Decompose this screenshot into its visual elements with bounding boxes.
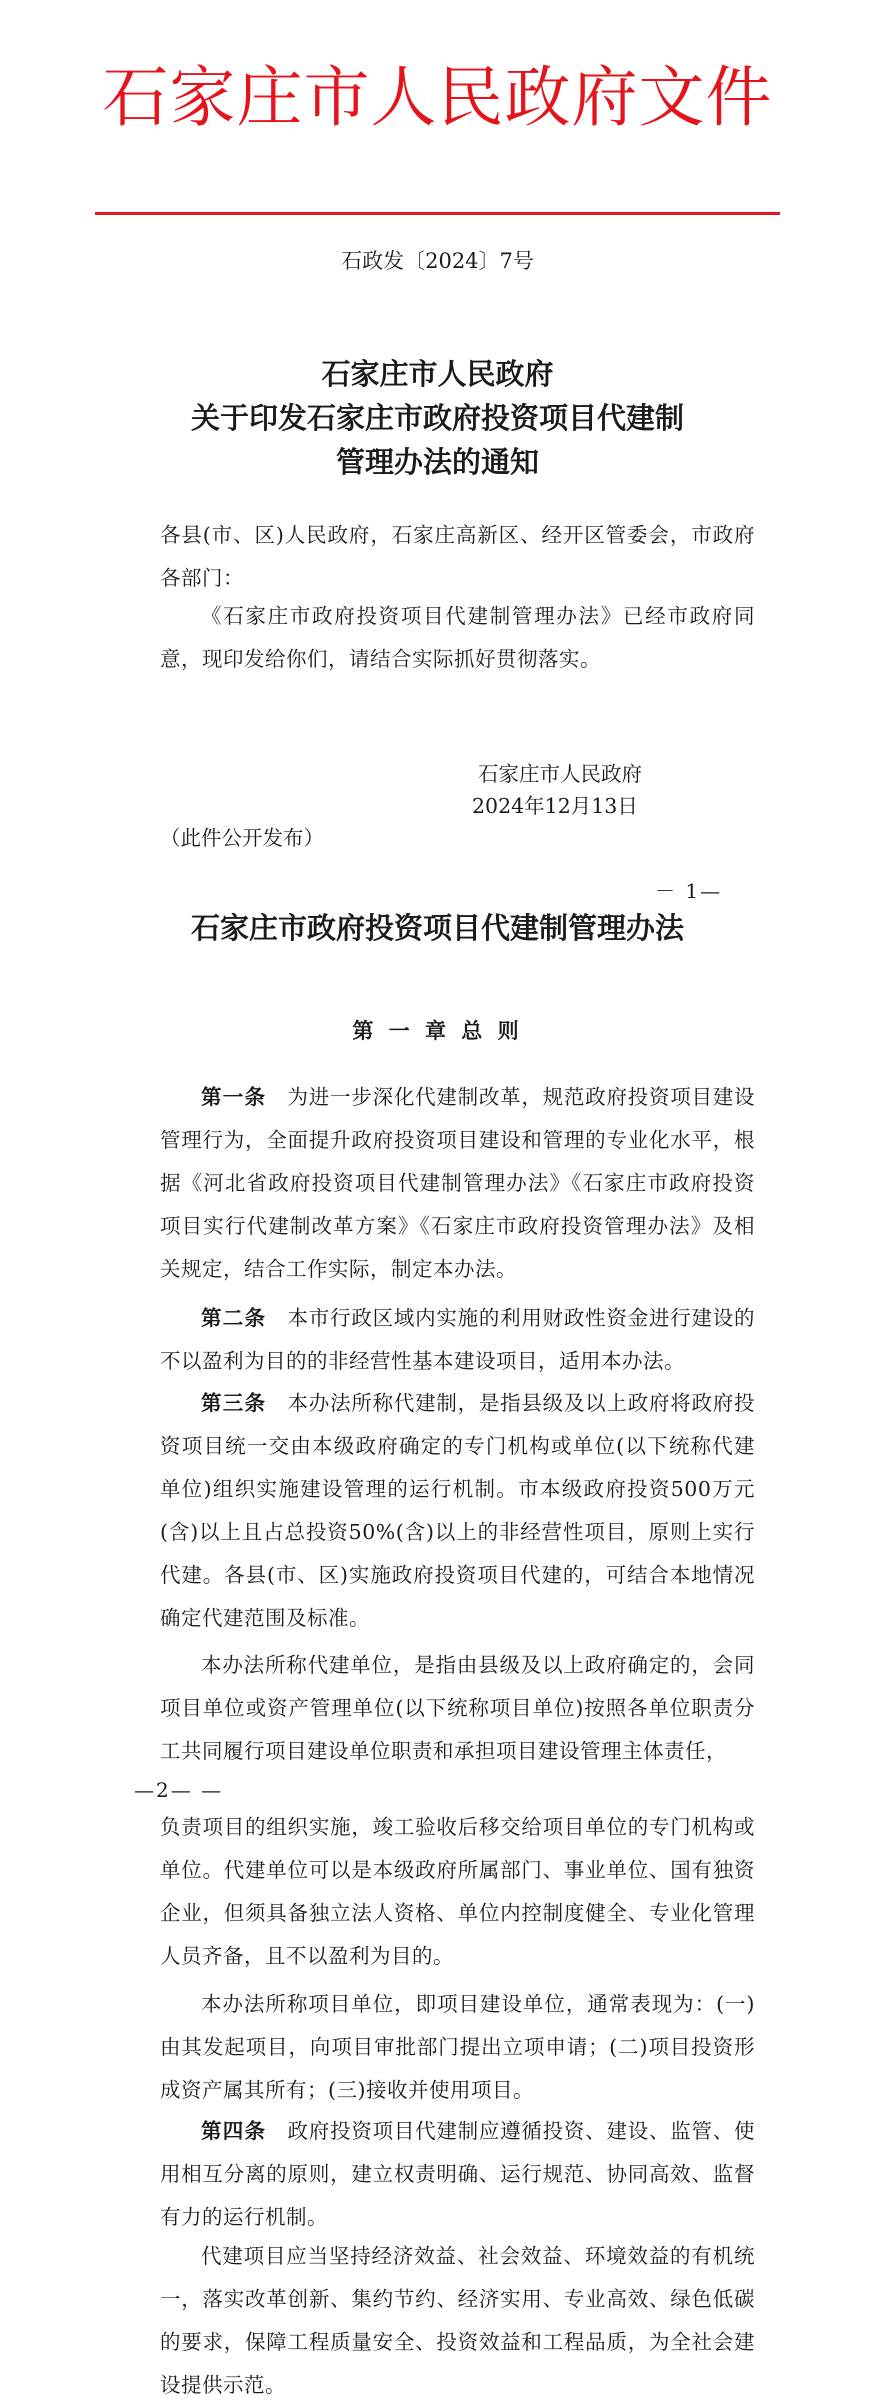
chapter-1-title: 第 一 章 总 则 — [352, 1018, 523, 1043]
article-1 — [160, 1076, 755, 1291]
red-header-rule — [95, 212, 780, 215]
article-4-label: 第四条 — [201, 2119, 267, 2143]
article-3-label: 第三条 — [201, 1391, 267, 1415]
notice-addressee: 各县(市、区)人民政府，石家庄高新区、经开区管委会，市政府各部门： — [160, 523, 755, 590]
issuer-header: 石家庄市人民政府文件 — [102, 59, 773, 136]
agent-projects-paragraph: 代建项目应当坚持经济效益、社会效益、环境效益的有机统一，落实改革创新、集约节约、经济实用、专业高效、绿色低碳的要求，保障工程质量安全、投资效益和工程品质，为全社会建设提供示范。 — [160, 2244, 755, 2397]
notice-title-line-2: 关于印发石家庄市政府投资项目代建制 — [190, 401, 684, 435]
notice-date: 2024年12月13日 — [472, 794, 638, 818]
notice-signature: 石家庄市人民政府 — [478, 762, 642, 786]
article-2-label: 第二条 — [201, 1306, 267, 1330]
notice-title — [0, 352, 875, 484]
article-4-text: 政府投资项目代建制应遵循投资、建设、监管、使用相互分离的原则，建立权责明确、运行规范、协同高效、监督有力的运行机制。 — [160, 2119, 756, 2229]
article-3-text: 本办法所称代建制，是指县级及以上政府将政府投资项目统一交由本级政府确定的专门机构或单位(以下统称代建单位)组织实施建设管理的运行机制。市本级政府投资500万元(含)以上且占总投资50%(含)以上的非经营性项目，原则上实行代建。各县(市、区)实施政府投资项目代建的，可结合本地情况确定代建范围及标准。 — [160, 1391, 756, 1630]
project-unit-paragraph: 本办法所称项目单位，即项目建设单位，通常表现为：(一)由其发起项目，向项目审批部门提出立项申请；(二)项目投资形成资产属其所有；(三)接收并使用项目。 — [160, 1992, 755, 2102]
publish-note: （此件公开发布） — [160, 826, 324, 850]
notice-body: 《石家庄市政府投资项目代建制管理办法》已经市政府同意，现印发给你们，请结合实际抓好贯彻落实。 — [160, 604, 755, 671]
article-1-text: 为进一步深化代建制改革，规范政府投资项目建设管理行为，全面提升政府投资项目建设和管理的专业化水平，根据《河北省政府投资项目代建制管理办法》《石家庄市政府投资项目实行代建制改革方案》《石家庄市政府投资管理办法》及相关规定，结合工作实际，制定本办法。 — [160, 1085, 756, 1281]
page-number-2: —2— — — [134, 1778, 224, 1802]
article-2 — [160, 1297, 755, 1383]
article-4 — [160, 2110, 755, 2239]
agent-unit-paragraph-part-1: 本办法所称代建单位，是指由县级及以上政府确定的，会同项目单位或资产管理单位(以下统称项目单位)按照各单位职责分工共同履行项目建设单位职责和承担项目建设管理主体责任， — [160, 1653, 755, 1763]
measures-title: 石家庄市政府投资项目代建制管理办法 — [190, 911, 684, 945]
document-number: 石政发〔2024〕7号 — [341, 249, 534, 273]
page-number-1: － 1— — [655, 879, 723, 903]
article-3 — [160, 1382, 755, 1640]
article-1-label: 第一条 — [201, 1085, 267, 1109]
notice-title-line-3: 管理办法的通知 — [335, 445, 539, 479]
agent-unit-paragraph-part-2: 负责项目的组织实施，竣工验收后移交给项目单位的专门机构或单位。代建单位可以是本级政府所属部门、事业单位、国有独资企业，但须具备独立法人资格、单位内控制度健全、专业化管理人员齐备，且不以盈利为目的。 — [160, 1815, 755, 1968]
notice-title-line-1: 石家庄市人民政府 — [321, 357, 554, 391]
article-2-text: 本市行政区域内实施的利用财政性资金进行建设的不以盈利为目的的非经营性基本建设项目，适用本办法。 — [160, 1306, 756, 1373]
